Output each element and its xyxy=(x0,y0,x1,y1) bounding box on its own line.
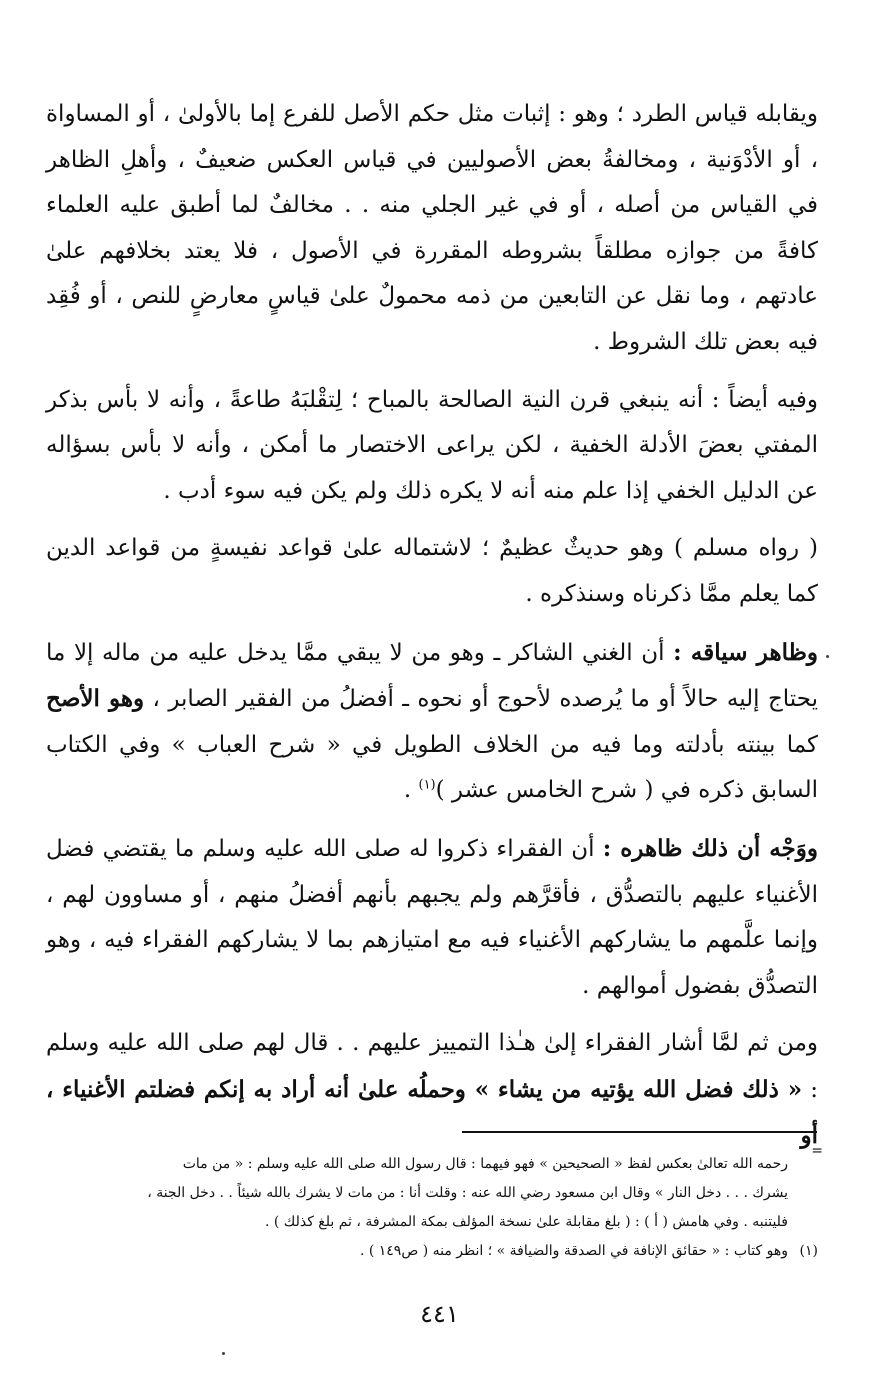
speck-mark xyxy=(826,655,829,658)
text-line: ما يحتاج إليه حالاً أو ما يُرصده لأحوج أو نحوه ـ أفضلُ من الفقير الصابر ، xyxy=(46,639,818,713)
footnote-number: (١) xyxy=(799,1243,818,1259)
text-line: التصدُّق بفضول أموالهم . xyxy=(582,972,818,999)
text-line: الشروط . xyxy=(593,328,687,355)
footnote-reference: (١) xyxy=(418,777,436,793)
text-line: المفتي بعضَ الأدلة الخفية ، لكن يراعى الاختصار ما أمكن ، وأنه لا بأس بسؤاله عن xyxy=(46,432,818,504)
footnote-item xyxy=(46,1237,818,1266)
paragraph-2 xyxy=(46,378,818,515)
page-number: ٤٤١ xyxy=(420,1300,459,1328)
footnote-continuation-line: يشرك . . . دخل النار » وقال ابن مسعود رضي الله عنه : وقلت أنا : من مات لا يشرك بالله شيئاً . . دخل الجنة ، xyxy=(147,1185,788,1201)
text-line: الظاهر في القياس من أصله ، أو في غير الجلي منه . . مخالفٌ لما أطبق عليه العلماء xyxy=(46,146,818,219)
paragraph-lead: ووَجْه أن ذلك ظاهره : xyxy=(602,834,818,862)
paragraph-4 xyxy=(46,630,818,814)
text-end: . xyxy=(403,777,419,804)
footnote-continuation-line: فليتنبه . وفي هامش ( أ ) : ( بلغ مقابلة علىٰ نسخة المؤلف بمكة المشرفة ، ثم بلغ كذلك ) . xyxy=(264,1214,788,1230)
text-line: ويقابله قياس الطرد ؛ وهو : إثبات مثل حكم الأصل للفرع إما بالأولىٰ ، أو xyxy=(137,101,818,127)
footnote-text: وهو كتاب : « حقائق الإنافة في الصدقة والضيافة » ؛ انظر منه ( ص١٤٩ ) . xyxy=(359,1243,788,1259)
paragraph-lead: وظاهر سياقه : xyxy=(673,638,818,666)
text-line: يعلم ممَّا ذكرناه وسنذكره . xyxy=(525,580,780,607)
text-line: أن الفقراء ذكروا له صلى الله عليه وسلم ما يقتضي فضل xyxy=(46,835,603,862)
paragraph-6 xyxy=(46,1021,818,1160)
text-line: أن الغني الشاكر ـ وهو من لا يبقي ممَّا يدخل عليه من ماله إلا xyxy=(73,639,674,666)
text-line: ( رواه مسلم ) وهو حديثٌ عظيمٌ ؛ لاشتماله علىٰ قواعد نفيسةٍ من قواعد الدين كما xyxy=(46,535,818,607)
text-line: وفيه أيضاً : أنه ينبغي قرن النية الصالحة بالمباح ؛ لِتقْلبَهُ طاعةً ، وأنه لا بأس بذكر xyxy=(46,386,818,413)
footnote-continuation-line: رحمه الله تعالىٰ بعكس لفظ « الصحيحين » فهو فيهما : قال رسول الله صلى الله عليه وسلم : « من مات xyxy=(182,1156,788,1172)
paragraph-3 xyxy=(46,526,818,617)
text-line: ومن ثم لمَّا أشار الفقراء إلىٰ هـٰذا التمييز عليهم . . قال لهم صلى الله عليه وسلم : xyxy=(46,1030,819,1103)
speck-mark xyxy=(222,1352,225,1355)
text-line: الدليل الخفي إذا علم منه أنه لا يكره ذلك ولم يكن فيه سوء أدب . xyxy=(163,477,780,504)
text-line: كما بينته بأدلته وما فيه من الخلاف الطويل في « شرح العباب » وفي الكتاب xyxy=(46,731,818,758)
text-line: وما نقل عن التابعين من ذمه محمولٌ علىٰ قياسٍ معارضٍ للنص ، أو فُقِد فيه بعض تلك xyxy=(46,283,818,355)
main-text xyxy=(46,92,818,1172)
footnote-separator xyxy=(462,1131,817,1133)
bold-phrase: وهو الأصح xyxy=(46,685,145,713)
text-line: الأغنياء عليهم بالتصدُّق ، فأقرَّهم ولم يجبهم بأنهم أفضلُ منهم ، أو مساوون لهم ، xyxy=(46,881,818,908)
text-line: كافةً من جوازه مطلقاً بشروطه المقررة في الأصول ، فلا يعتد بخلافهم علىٰ عادتهم ، xyxy=(46,237,818,310)
footnotes xyxy=(46,1150,818,1266)
text-line: المساواة ، أو الأدْوَنية ، ومخالفةُ بعض الأصوليين في قياس العكس ضعيفٌ ، وأهلِ xyxy=(46,101,818,173)
footnote-continuation-mark: = xyxy=(811,1143,823,1159)
text-line: وإنما علَّمهم ما يشاركهم الأغنياء فيه مع امتيازهم بما لا يشاركهم الفقراء فيه ، وهو xyxy=(46,927,818,954)
paragraph-1 xyxy=(46,92,818,366)
bold-line: « ذلك فضل الله يؤتيه من يشاء » وحملُه علىٰ أنه أراد به إنكم فضلتم الأغنياء ، أو xyxy=(46,1075,818,1150)
paragraph-5 xyxy=(46,826,818,1009)
text-line: السابق ذكره في ( شرح الخامس عشر ) xyxy=(435,777,818,804)
